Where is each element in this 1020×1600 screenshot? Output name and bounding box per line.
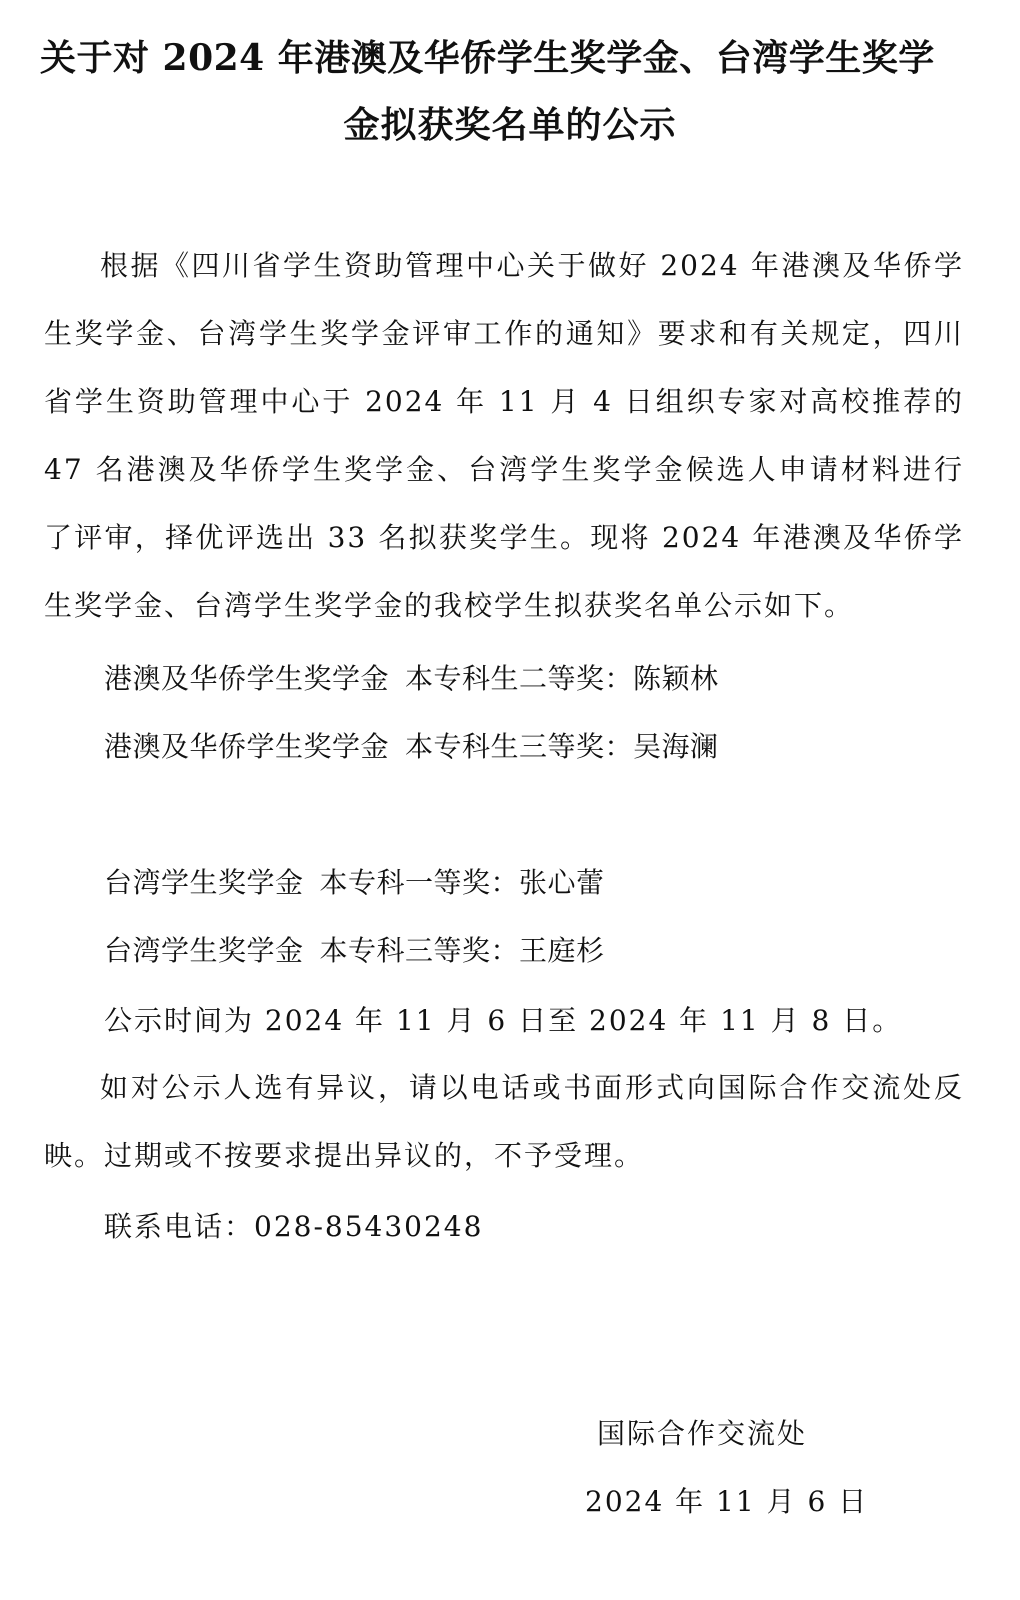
- award-line: [104, 727, 719, 767]
- award-recipient: 吴海澜: [633, 730, 719, 763]
- signature-department: 国际合作交流处: [597, 1417, 808, 1450]
- document-title-line-1: 关于对 2024 年港澳及华侨学生奖学金、台湾学生奖学: [40, 37, 935, 79]
- award-line: [104, 659, 719, 699]
- award-level: 本专科生三等奖：: [405, 730, 634, 763]
- award-line: [104, 863, 605, 903]
- award-scholarship: 港澳及华侨学生奖学金: [104, 730, 390, 763]
- document-title-line-2: 金拟获奖名单的公示: [343, 104, 677, 146]
- award-recipient: 陈颖林: [633, 662, 719, 695]
- award-scholarship: 台湾学生奖学金: [104, 934, 304, 967]
- signature-date: 2024 年 11 月 6 日: [585, 1485, 869, 1518]
- publicity-period: 公示时间为 2024 年 11 月 6 日至 2024 年 11 月 8 日。: [104, 1004, 903, 1037]
- award-level: 本专科一等奖：: [319, 866, 520, 899]
- award-level: 本专科生二等奖：: [405, 662, 634, 695]
- award-scholarship: 台湾学生奖学金: [104, 866, 304, 899]
- contact-phone: 联系电话：028-85430248: [104, 1210, 484, 1243]
- award-level: 本专科三等奖：: [319, 934, 520, 967]
- award-recipient: 王庭杉: [519, 934, 605, 967]
- award-line: [104, 931, 605, 971]
- main-paragraph: 根据《四川省学生资助管理中心关于做好 2024 年港澳及华侨学生奖学金、台湾学生奖学金评审工作的通知》要求和有关规定，四川省学生资助管理中心于 2024 年 11 月 4 日组织专家对高校推荐的 47 名港澳及华侨学生奖学金、台湾学生奖学金候选人申请材料进行了评审，择优评选出 33 名拟获奖学生。现将 2024 年港澳及华侨学生奖学金、台湾学生奖学金的我校学生拟获奖名单公示如下。: [44, 249, 964, 622]
- award-recipient: 张心蕾: [519, 866, 605, 899]
- objection-paragraph: 如对公示人选有异议，请以电话或书面形式向国际合作交流处反映。过期或不按要求提出异议的，不予受理。: [44, 1071, 964, 1172]
- award-scholarship: 港澳及华侨学生奖学金: [104, 662, 390, 695]
